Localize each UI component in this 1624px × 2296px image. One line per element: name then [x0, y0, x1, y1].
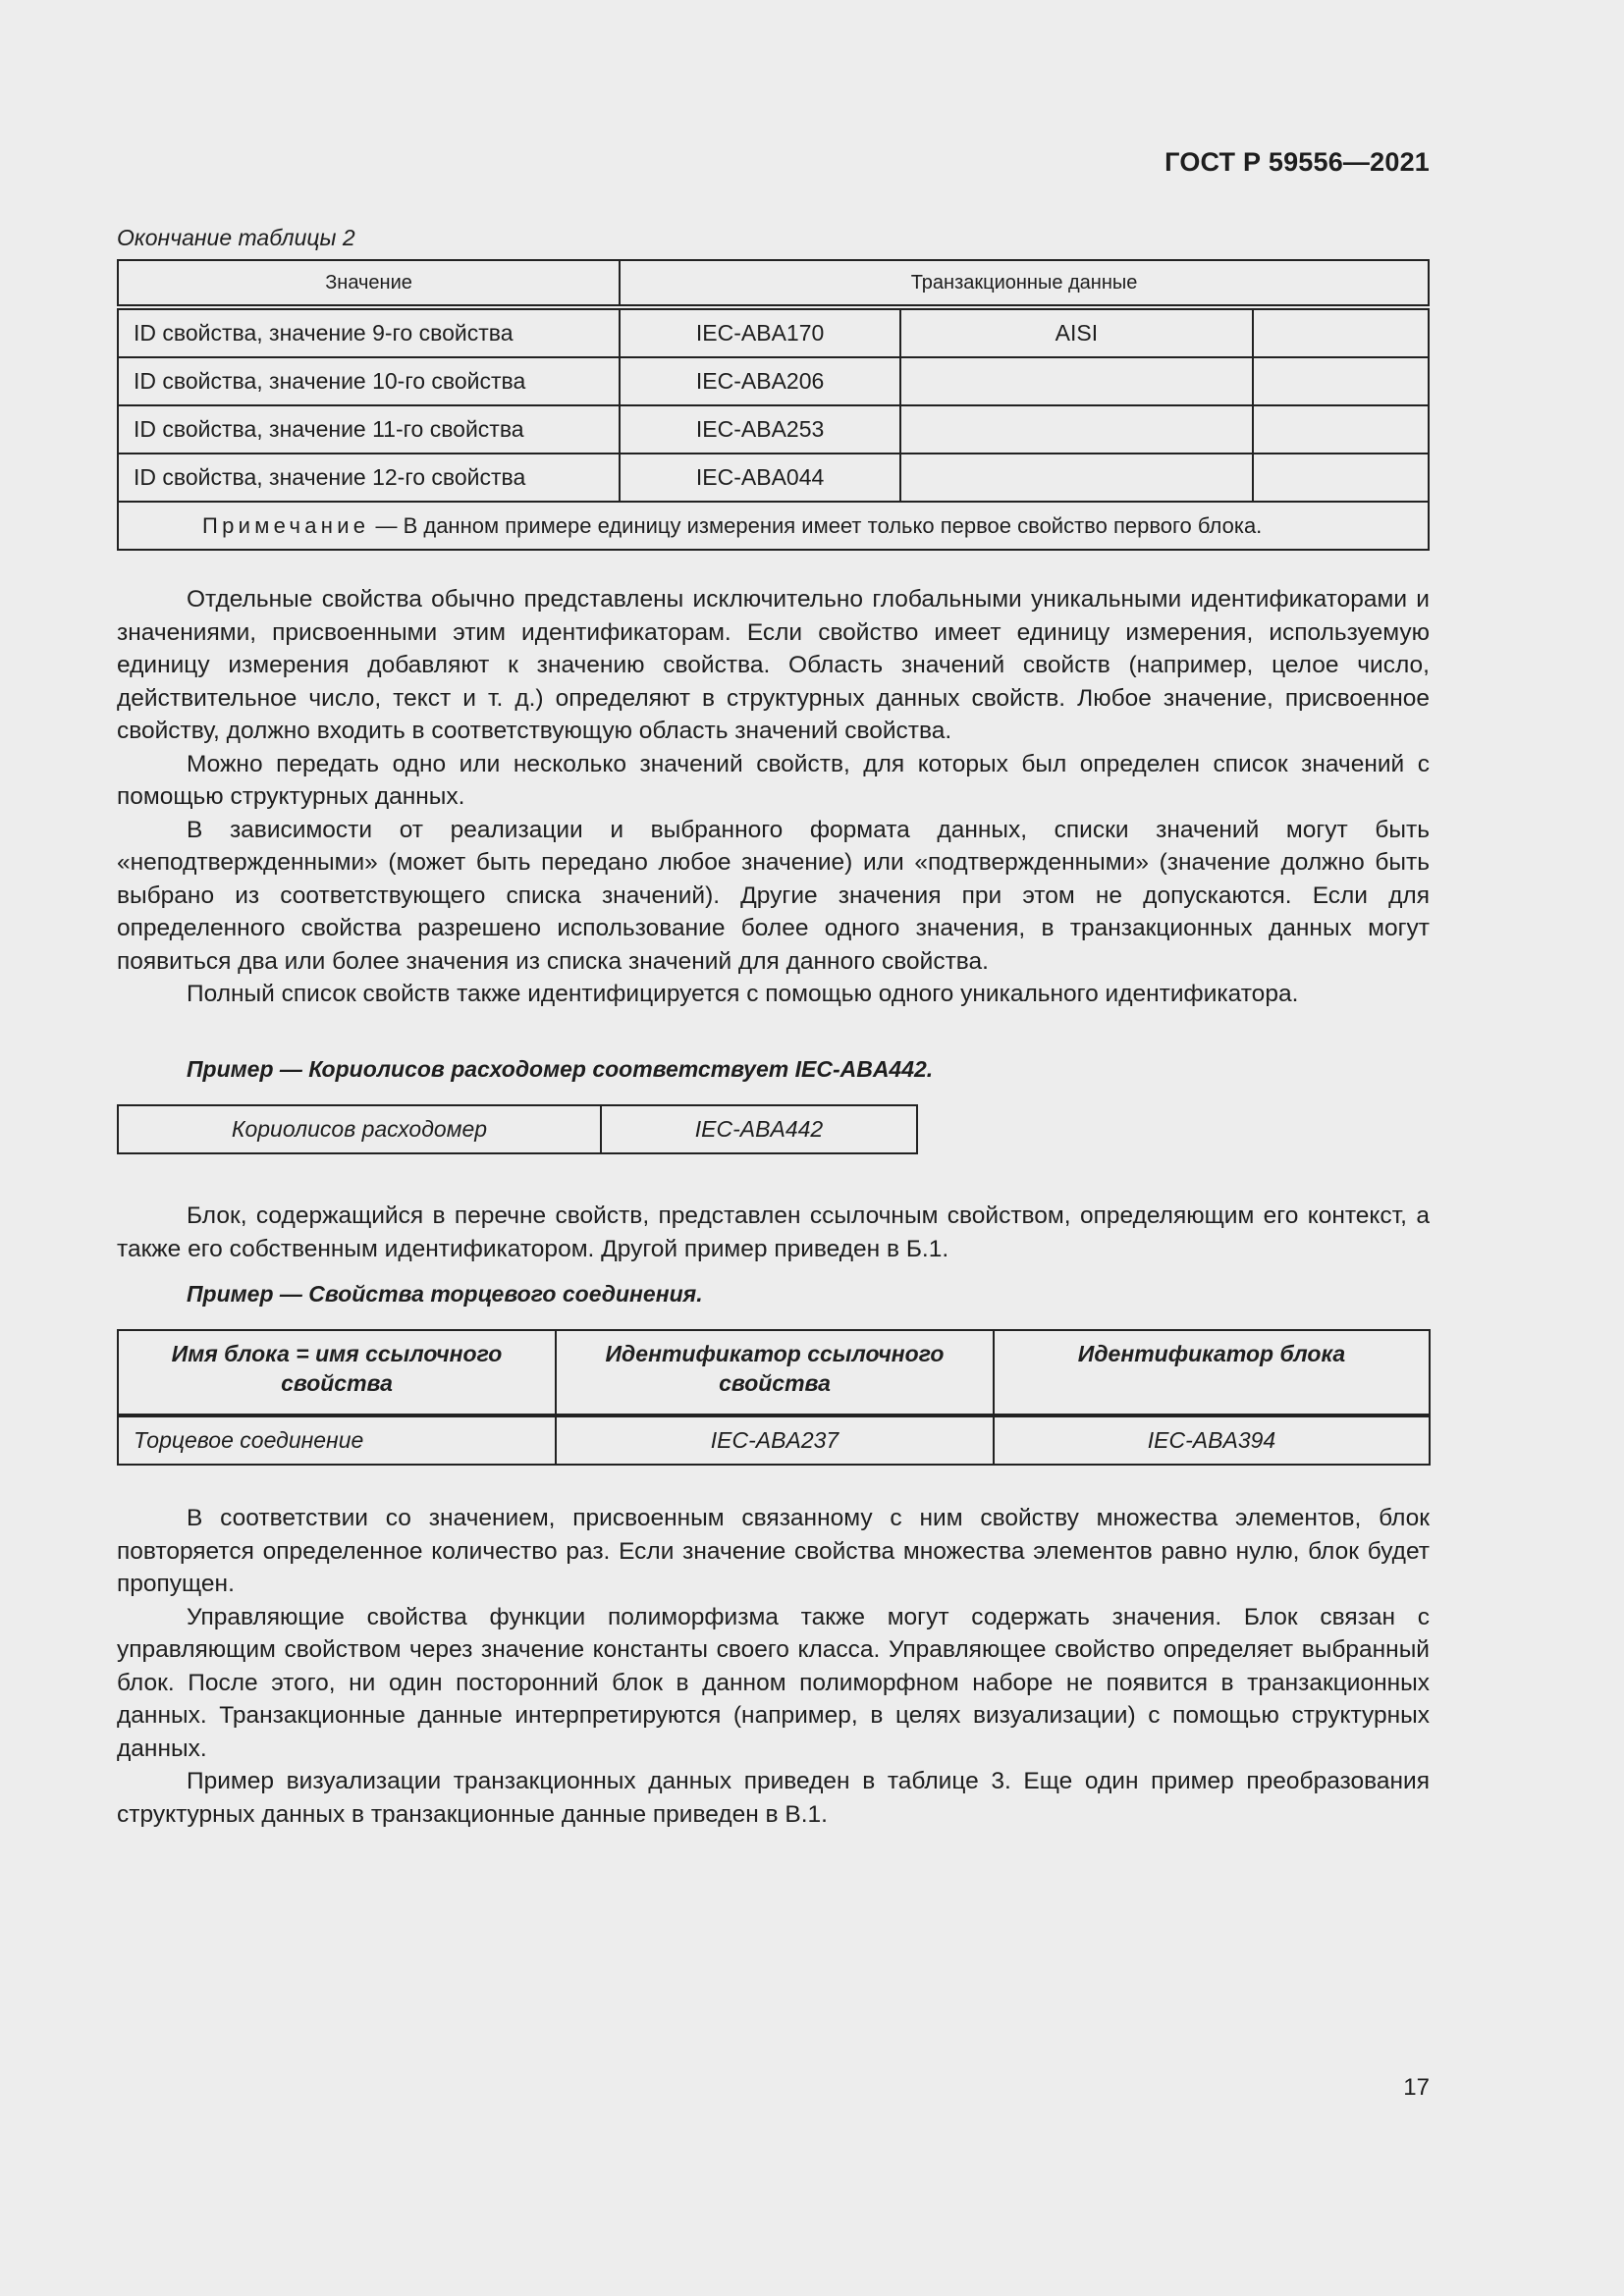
- example-title: Пример — Свойства торцевого соединения.: [187, 1281, 703, 1307]
- cell: AISI: [900, 307, 1252, 357]
- cell: IEC-ABA394: [994, 1415, 1430, 1465]
- body-section-2: [117, 1200, 1430, 1265]
- paragraph: В соответствии со значением, присвоенным связанному с ним свойству множества элементов, блок повторяется определенное количество раз. Если значение свойства множества элементов равно нулю, блок будет пропущен.: [117, 1505, 1430, 1597]
- table-header-row: [118, 1330, 1430, 1415]
- example-title: Пример — Кориолисов расходомер соответствует IEC-ABA442.: [187, 1056, 934, 1082]
- table-row: [118, 1105, 917, 1153]
- table-2-continued: [117, 259, 1430, 551]
- cell: ID свойства, значение 10-го свойства: [118, 357, 620, 405]
- cell: Кориолисов расходомер: [118, 1105, 601, 1153]
- paragraph: Полный список свойств также идентифицируется с помощью одного уникального идентификатора.: [187, 981, 1299, 1007]
- body-section-1: [117, 583, 1430, 1011]
- note-label: Примечание: [202, 512, 370, 538]
- paragraph: В зависимости от реализации и выбранного формата данных, списки значений могут быть «неподтвержденными» (может быть передано любое значение) или «подтвержденными» (значение должно быть выбрано из соответствующего списка значений). Другие значения при этом не допускаются. Если для определенного свойства разрешено использование более одного значения, в транзакционных данных могут появиться два или более значения из списка значений для данного свойства.: [117, 816, 1430, 975]
- cell: [1253, 357, 1429, 405]
- header-cell: Имя блока = имя ссылочного свойства: [118, 1330, 556, 1415]
- page-number: 17: [1403, 2074, 1430, 2101]
- cell: [1253, 307, 1429, 357]
- table-row: [118, 1415, 1430, 1465]
- cell: IEC-ABA206: [620, 357, 900, 405]
- cell: [1253, 454, 1429, 502]
- cell: [1253, 405, 1429, 454]
- note-text: — В данном примере единицу измерения имеет только первое свойство первого блока.: [369, 512, 1263, 538]
- cell: IEC-ABA237: [556, 1415, 994, 1465]
- paragraph: Управляющие свойства функции полиморфизма также могут содержать значения. Блок связан с управляющим свойством через значение константы своего класса. Управляющее свойство определяет выбранный блок. После этого, ни один посторонний блок в данном полиморфном наборе не появится в транзакционных данных. Транзакционные данные интерпретируются (например, в целях визуализации) с помощью структурных данных.: [117, 1603, 1430, 1762]
- table-note: [118, 502, 1429, 550]
- cell: IEC-ABA442: [601, 1105, 917, 1153]
- cell: IEC-ABA170: [620, 307, 900, 357]
- paragraph: Блок, содержащийся в перечне свойств, представлен ссылочным свойством, определяющим его контекст, а также его собственным идентификатором. Другой пример приведен в Б.1.: [117, 1202, 1430, 1262]
- cell: IEC-ABA253: [620, 405, 900, 454]
- table-row: [118, 405, 1429, 454]
- paragraph: Можно передать одно или несколько значений свойств, для которых был определен список значений с помощью структурных данных.: [117, 750, 1430, 810]
- cell: [900, 405, 1252, 454]
- table-header-row: [118, 260, 1429, 307]
- example-table-end-connection: [117, 1329, 1431, 1466]
- cell: IEC-ABA044: [620, 454, 900, 502]
- body-section-3: [117, 1502, 1430, 1831]
- paragraph: Пример визуализации транзакционных данных приведен в таблице 3. Еще один пример преобразования структурных данных в транзакционные данные приведен в В.1.: [117, 1768, 1430, 1828]
- header-cell: Идентификатор ссылочного свойства: [556, 1330, 994, 1415]
- example-table-coriolis: [117, 1104, 918, 1154]
- table-row: [118, 454, 1429, 502]
- table-row: [118, 307, 1429, 357]
- table-row: [118, 357, 1429, 405]
- cell: ID свойства, значение 9-го свойства: [118, 307, 620, 357]
- cell: ID свойства, значение 12-го свойства: [118, 454, 620, 502]
- header-cell: Идентификатор блока: [994, 1330, 1430, 1415]
- table-note-row: [118, 502, 1429, 550]
- paragraph: Отдельные свойства обычно представлены исключительно глобальными уникальными идентификаторами и значениями, присвоенными этим идентификаторам. Если свойство имеет единицу измерения, используемую единицу измерения добавляют к значению свойства. Область значений свойств (например, целое число, действительное число, текст и т. д.) определяют в структурных данных свойств. Любое значение, присвоенное свойству, должно входить в соответствующую область значений свойства.: [117, 586, 1430, 744]
- document-code: ГОСТ Р 59556—2021: [1164, 147, 1430, 177]
- cell: [900, 357, 1252, 405]
- cell: ID свойства, значение 11-го свойства: [118, 405, 620, 454]
- header-transactional-data: Транзакционные данные: [620, 260, 1429, 307]
- cell: Торцевое соединение: [118, 1415, 556, 1465]
- table-caption: Окончание таблицы 2: [117, 225, 355, 250]
- header-value: Значение: [118, 260, 620, 307]
- cell: [900, 454, 1252, 502]
